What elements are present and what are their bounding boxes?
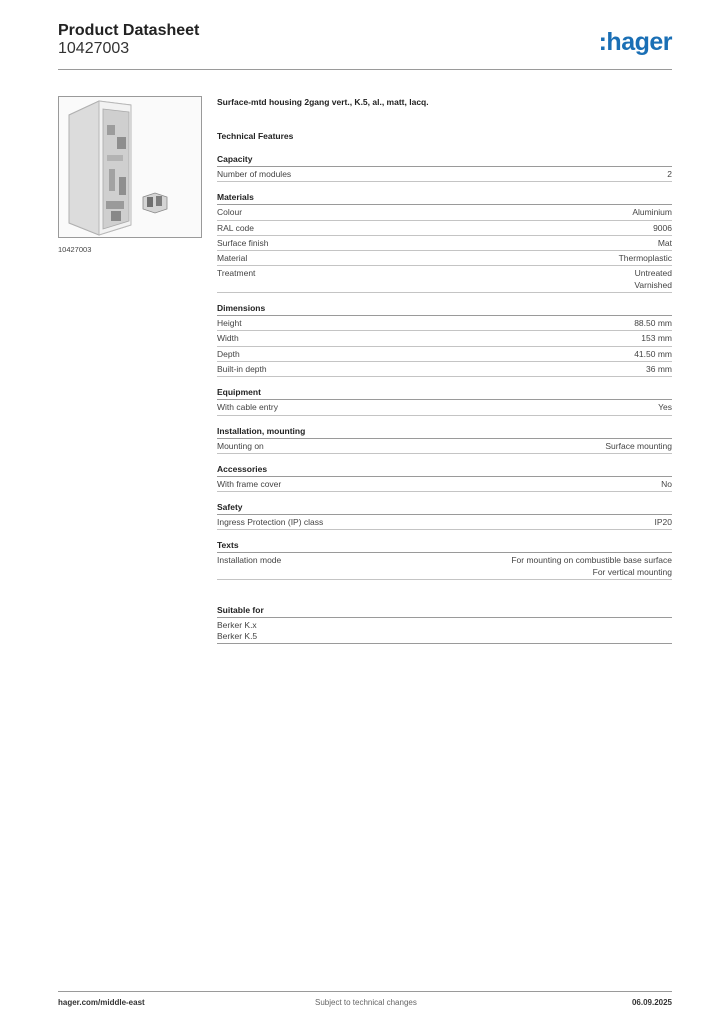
feature-section <box>217 502 672 530</box>
feature-label: Colour <box>217 207 243 218</box>
feature-value-line: IP20 <box>654 517 672 528</box>
section-title: Materials <box>217 192 672 205</box>
feature-label: Material <box>217 253 248 264</box>
feature-row <box>217 553 672 580</box>
feature-value-line: Yes <box>658 402 672 413</box>
suitable-for-section <box>217 605 672 644</box>
feature-value <box>667 169 672 180</box>
feature-value-line: 2 <box>667 169 672 179</box>
feature-value-line: No <box>661 478 672 489</box>
header-divider <box>58 69 672 70</box>
feature-row <box>217 205 672 220</box>
feature-value-line: Varnished <box>634 279 672 290</box>
section-title: Safety <box>217 502 672 515</box>
suitable-item: Berker K.5 <box>217 631 258 642</box>
footer-date: 06.09.2025 <box>631 998 672 1007</box>
feature-label: Installation mode <box>217 555 282 566</box>
feature-label: RAL code <box>217 222 255 233</box>
feature-label: Width <box>217 333 239 344</box>
feature-row <box>217 251 672 266</box>
feature-value <box>605 441 672 452</box>
feature-row <box>217 362 672 377</box>
footer-notice: Subject to technical changes <box>315 998 417 1007</box>
feature-value-line: 41.50 mm <box>634 348 672 359</box>
footer-divider <box>58 991 672 992</box>
feature-value-line: 88.50 mm <box>634 318 672 329</box>
feature-row <box>217 331 672 346</box>
page-header <box>58 20 672 70</box>
feature-section <box>217 464 672 492</box>
feature-value <box>653 223 672 234</box>
feature-label: With cable entry <box>217 402 278 413</box>
feature-value <box>619 253 672 264</box>
feature-row <box>217 221 672 236</box>
feature-value-line: Surface mounting <box>605 440 672 451</box>
feature-value-line: 9006 <box>653 222 672 233</box>
section-title: Equipment <box>217 387 672 400</box>
feature-value <box>634 268 672 291</box>
feature-label: With frame cover <box>217 478 282 489</box>
feature-row <box>217 477 672 492</box>
feature-value <box>511 555 672 578</box>
image-caption: 10427003 <box>58 245 92 254</box>
page-title: Product Datasheet <box>58 22 200 39</box>
feature-value <box>632 207 672 218</box>
feature-section <box>217 426 672 454</box>
feature-section <box>217 540 672 580</box>
feature-value-line: For mounting on combustible base surface <box>511 555 672 566</box>
feature-section <box>217 154 672 182</box>
feature-label: Mounting on <box>217 440 264 451</box>
feature-value-line: 36 mm <box>646 363 672 374</box>
feature-row <box>217 515 672 530</box>
feature-value-line: Untreated <box>634 268 672 279</box>
feature-value-line: Thermoplastic <box>618 253 672 264</box>
feature-value-line: Mat <box>657 237 672 248</box>
feature-row <box>217 266 672 293</box>
section-title: Texts <box>217 540 672 553</box>
feature-label: Surface finish <box>217 237 269 248</box>
product-number: 10427003 <box>58 40 130 57</box>
feature-row <box>217 439 672 454</box>
feature-value <box>661 479 672 490</box>
product-image <box>58 96 202 238</box>
datasheet-content <box>217 97 672 644</box>
feature-value <box>655 517 673 528</box>
technical-features-title: Technical Features <box>217 131 294 141</box>
feature-value-line: For vertical mounting <box>592 566 672 577</box>
feature-row <box>217 316 672 331</box>
feature-label: Number of modules <box>217 169 292 179</box>
feature-value <box>646 364 672 375</box>
housing-illustration <box>59 97 201 237</box>
feature-row <box>217 167 672 182</box>
feature-value <box>658 238 672 249</box>
feature-label: Ingress Protection (IP) class <box>217 517 324 528</box>
section-title: Capacity <box>217 154 672 167</box>
feature-value-line: 153 mm <box>641 333 672 344</box>
feature-section <box>217 303 672 377</box>
hager-logo: :hager <box>598 28 672 56</box>
footer-website: hager.com/middle-east <box>58 998 145 1007</box>
feature-value-line: Aluminium <box>632 207 672 218</box>
section-title: Dimensions <box>217 303 672 316</box>
feature-value <box>641 333 672 344</box>
feature-section <box>217 387 672 415</box>
suitable-item: Berker K.x <box>217 620 257 631</box>
section-title: Accessories <box>217 464 672 477</box>
section-title: Installation, mounting <box>217 426 672 439</box>
feature-row <box>217 347 672 362</box>
feature-value <box>658 402 672 413</box>
feature-label: Built-in depth <box>217 363 267 374</box>
feature-section <box>217 192 672 293</box>
feature-label: Depth <box>217 348 240 359</box>
feature-row <box>217 400 672 415</box>
feature-row <box>217 236 672 251</box>
feature-value <box>634 318 672 329</box>
suitable-divider <box>217 643 672 644</box>
feature-label: Height <box>217 318 242 329</box>
suitable-for-title: Suitable for <box>217 605 672 618</box>
feature-label: Treatment <box>217 268 256 279</box>
product-short-description: Surface-mtd housing 2gang vert., K.5, al., matt, lacq. <box>217 97 429 107</box>
feature-value <box>634 349 672 360</box>
feature-sections <box>217 154 672 580</box>
